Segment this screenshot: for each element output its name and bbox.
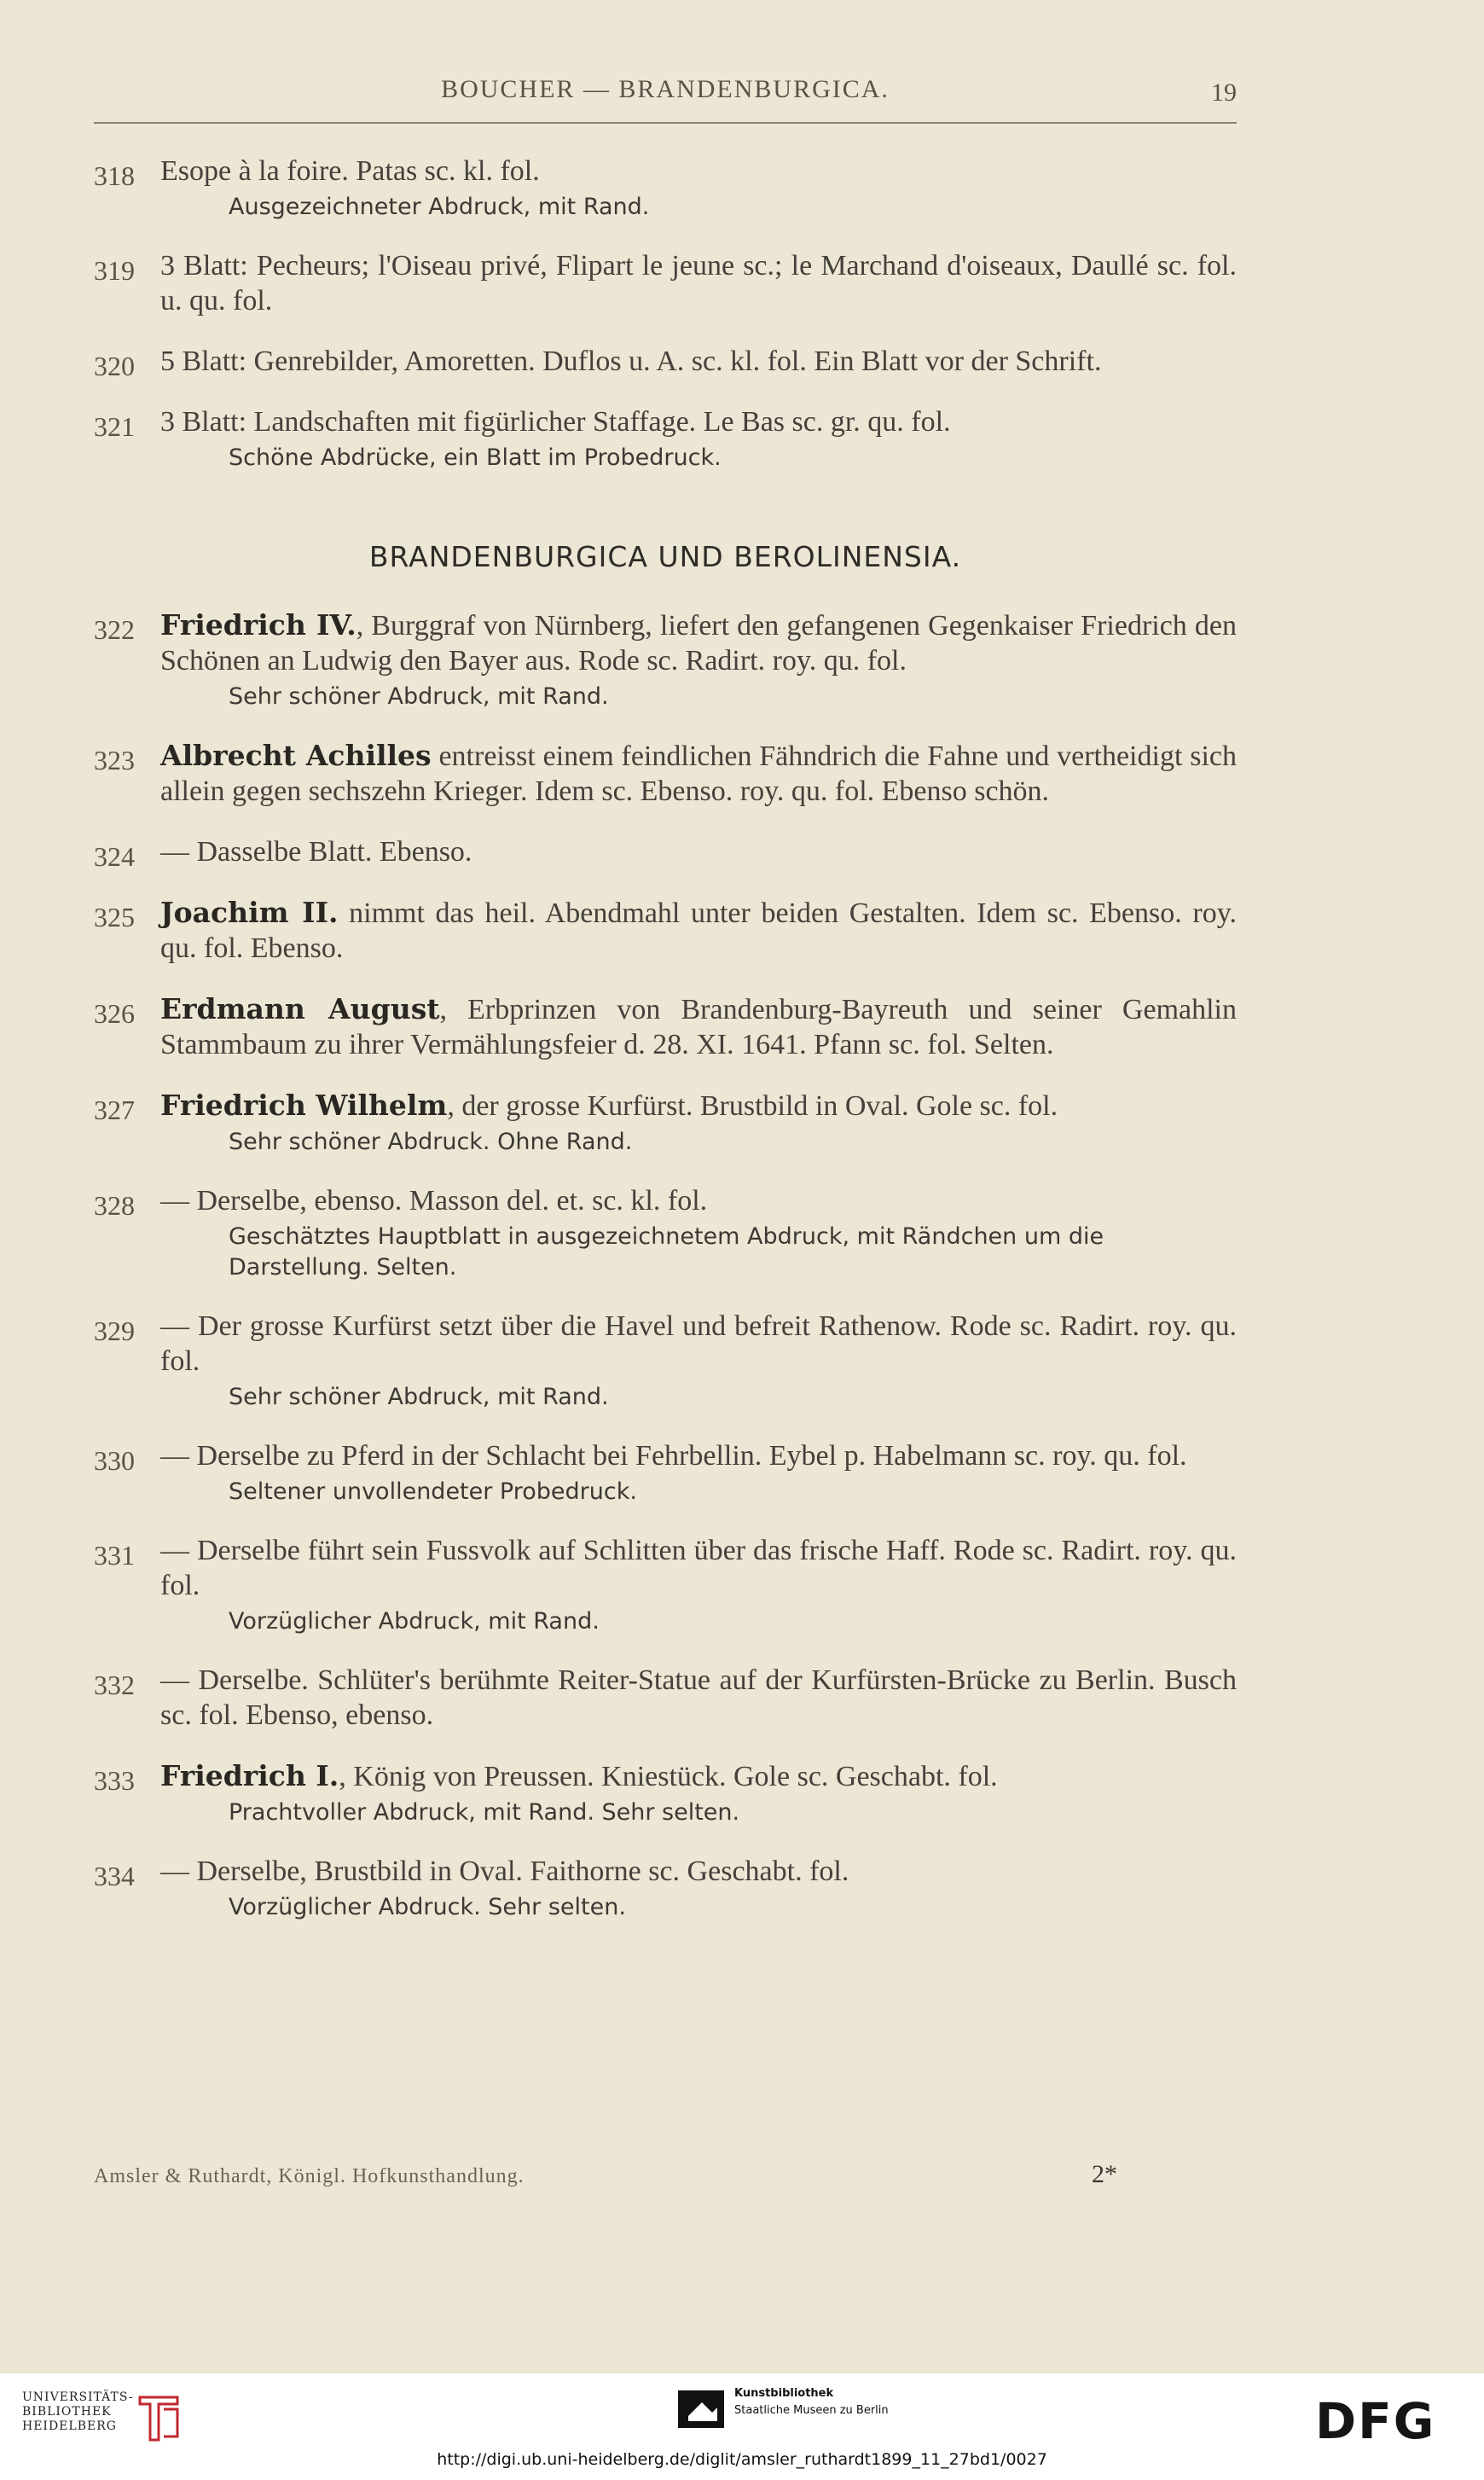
entry-name: Friedrich IV. — [160, 608, 357, 642]
entry-number: 327 — [94, 1095, 135, 1125]
entry-332 — [94, 1663, 1237, 1733]
heidelberg-library-logo[interactable] — [22, 2390, 193, 2442]
entry-330 — [94, 1438, 1237, 1507]
entry-note: Seltener unvollendeter Probedruck. — [229, 1478, 637, 1505]
entry-number: 318 — [94, 160, 135, 191]
entry-name: Friedrich I. — [160, 1759, 339, 1792]
entry-text: — Derselbe, ebenso. Masson del. et. sc. kl. fol. — [160, 1185, 708, 1217]
entry-number: 332 — [94, 1670, 135, 1700]
entry-text — [160, 895, 1237, 966]
entry-note: Sehr schöner Abdruck. Ohne Rand. — [229, 1129, 633, 1155]
kunstbibliothek-subtitle: Staatliche Museen zu Berlin — [734, 2404, 889, 2417]
entry-321 — [94, 404, 1237, 473]
entry-name: Albrecht Achilles — [160, 739, 432, 772]
entry-333 — [94, 1758, 1237, 1828]
dfg-logo[interactable]: DFG — [1315, 2392, 1436, 2450]
entry-334 — [94, 1854, 1237, 1923]
entry-number: 334 — [94, 1861, 135, 1891]
entry-note: Vorzüglicher Abdruck. Sehr selten. — [229, 1894, 626, 1920]
entry-326 — [94, 991, 1237, 1062]
entry-number: 323 — [94, 745, 135, 775]
entry-text: — Derselbe, Brustbild in Oval. Faithorne sc. Geschabt. fol. — [160, 1856, 849, 1887]
entry-text: — Dasselbe Blatt. Ebenso. — [160, 836, 472, 868]
entry-number: 322 — [94, 614, 135, 645]
uni-line3: HEIDELBERG — [22, 2419, 117, 2433]
entry-323 — [94, 738, 1237, 809]
uni-line2: BIBLIOTHEK — [22, 2405, 112, 2419]
entry-note: Sehr schöner Abdruck, mit Rand. — [229, 683, 609, 710]
entry-description: entreisst einem feindlichen Fähndrich die Fahne und vertheidigt sich allein gegen sechszehn Krieger. Idem sc. Ebenso. roy. qu. fol. Ebenso schön. — [160, 741, 1237, 807]
entry-text — [160, 1758, 1237, 1794]
entry-note: Ausgezeichneter Abdruck, mit Rand. — [229, 194, 650, 220]
entry-number: 325 — [94, 902, 135, 932]
entry-327 — [94, 1088, 1237, 1158]
entry-text: 5 Blatt: Genrebilder, Amoretten. Duflos u. A. sc. kl. fol. Ein Blatt vor der Schrift. — [160, 346, 1102, 377]
entry-number: 326 — [94, 998, 135, 1029]
entry-329 — [94, 1309, 1237, 1413]
entry-note: Schöne Abdrücke, ein Blatt im Probedruck. — [229, 444, 722, 471]
entry-description: , Burggraf von Nürnberg, liefert den gefangenen Gegenkaiser Friedrich den Schönen an Ludwig den Bayer aus. Rode sc. Radirt. roy. qu. fol. — [160, 610, 1237, 677]
page-footer — [94, 2160, 1237, 2199]
kunstbibliothek-emblem-icon — [678, 2390, 724, 2428]
entry-note: Sehr schöner Abdruck, mit Rand. — [229, 1384, 609, 1410]
kunstbibliothek-logo[interactable] — [678, 2385, 934, 2436]
entry-text: — Derselbe. Schlüter's berühmte Reiter-Statue auf der Kurfürsten-Brücke zu Berlin. Busch sc. fol. Ebenso, ebenso. — [160, 1664, 1237, 1731]
entry-description: nimmt das heil. Abendmahl unter beiden Gestalten. Idem sc. Ebenso. roy. qu. fol. Ebenso. — [160, 897, 1237, 964]
entry-note: Vorzüglicher Abdruck, mit Rand. — [229, 1608, 600, 1635]
entry-320 — [94, 344, 1237, 379]
entry-319 — [94, 248, 1237, 318]
entry-324 — [94, 834, 1237, 872]
entry-description: , Erbprinzen von Brandenburg-Bayreuth und seiner Gemahlin Stammbaum zu ihrer Vermählungsfeier d. 28. XI. 1641. Pfann sc. fol. Selten. — [160, 994, 1237, 1060]
library-emblem-icon — [133, 2392, 184, 2443]
entry-text: — Derselbe führt sein Fussvolk auf Schlitten über das frische Haff. Rode sc. Radirt. roy. qu. fol. — [160, 1535, 1237, 1601]
entry-note: Geschätztes Hauptblatt in ausgezeichnetem Abdruck, mit Rändchen um die Darstellung. Selten. — [229, 1223, 1104, 1281]
entry-number: 319 — [94, 255, 135, 286]
entry-318 — [94, 154, 1237, 223]
catalogue-entries — [94, 154, 1237, 1949]
entry-325 — [94, 895, 1237, 966]
entry-number: 329 — [94, 1316, 135, 1346]
entry-text — [160, 1088, 1237, 1124]
entry-328 — [94, 1183, 1237, 1283]
entry-description: , der grosse Kurfürst. Brustbild in Oval. Gole sc. fol. — [447, 1090, 1058, 1122]
entry-text: Esope à la foire. Patas sc. kl. fol. — [160, 155, 540, 187]
entry-text: 3 Blatt: Landschaften mit figürlicher Staffage. Le Bas sc. gr. qu. fol. — [160, 406, 951, 438]
page-header — [94, 75, 1237, 126]
entry-text — [160, 738, 1237, 809]
publisher-imprint: Amsler & Ruthardt, Königl. Hofkunsthandlung. — [94, 2165, 525, 2187]
entry-name: Erdmann August — [160, 992, 440, 1025]
entry-number: 320 — [94, 351, 135, 381]
entry-322 — [94, 607, 1237, 712]
entry-text: 3 Blatt: Pecheurs; l'Oiseau privé, Flipart le jeune sc.; le Marchand d'oiseaux, Daullé sc. fol. u. qu. fol. — [160, 250, 1237, 317]
permalink-url[interactable]: http://digi.ub.uni-heidelberg.de/diglit/amsler_ruthardt1899_11_27bd1/0027 — [437, 2450, 1047, 2469]
entry-number: 331 — [94, 1540, 135, 1571]
entry-description: , König von Preussen. Kniestück. Gole sc. Geschabt. fol. — [339, 1761, 998, 1792]
entry-number: 333 — [94, 1765, 135, 1796]
signature-mark: 2* — [1092, 2160, 1117, 2188]
uni-line1: UNIVERSITÄTS- — [22, 2390, 134, 2404]
page-number: 19 — [1211, 78, 1237, 107]
entry-note: Prachtvoller Abdruck, mit Rand. Sehr selten. — [229, 1799, 740, 1826]
heidelberg-library-name — [22, 2390, 134, 2434]
section-heading: BRANDENBURGICA UND BEROLINENSIA. — [368, 540, 962, 573]
entry-number: 330 — [94, 1445, 135, 1476]
entry-331 — [94, 1533, 1237, 1637]
entry-number: 328 — [94, 1190, 135, 1221]
entry-text: — Der grosse Kurfürst setzt über die Havel und befreit Rathenow. Rode sc. Radirt. roy. qu. fol. — [160, 1310, 1237, 1377]
entry-name: Joachim II. — [160, 896, 339, 929]
header-rule — [94, 122, 1237, 124]
entry-text — [160, 607, 1237, 678]
entry-number: 321 — [94, 411, 135, 442]
kunstbibliothek-title: Kunstbibliothek — [734, 2387, 834, 2400]
entry-text: — Derselbe zu Pferd in der Schlacht bei Fehrbellin. Eybel p. Habelmann sc. roy. qu. fol. — [160, 1440, 1187, 1472]
entry-name: Friedrich Wilhelm — [160, 1089, 448, 1122]
running-title: BOUCHER — BRANDENBURGICA. — [441, 75, 890, 103]
entry-text — [160, 991, 1237, 1062]
entry-number: 324 — [94, 841, 135, 872]
